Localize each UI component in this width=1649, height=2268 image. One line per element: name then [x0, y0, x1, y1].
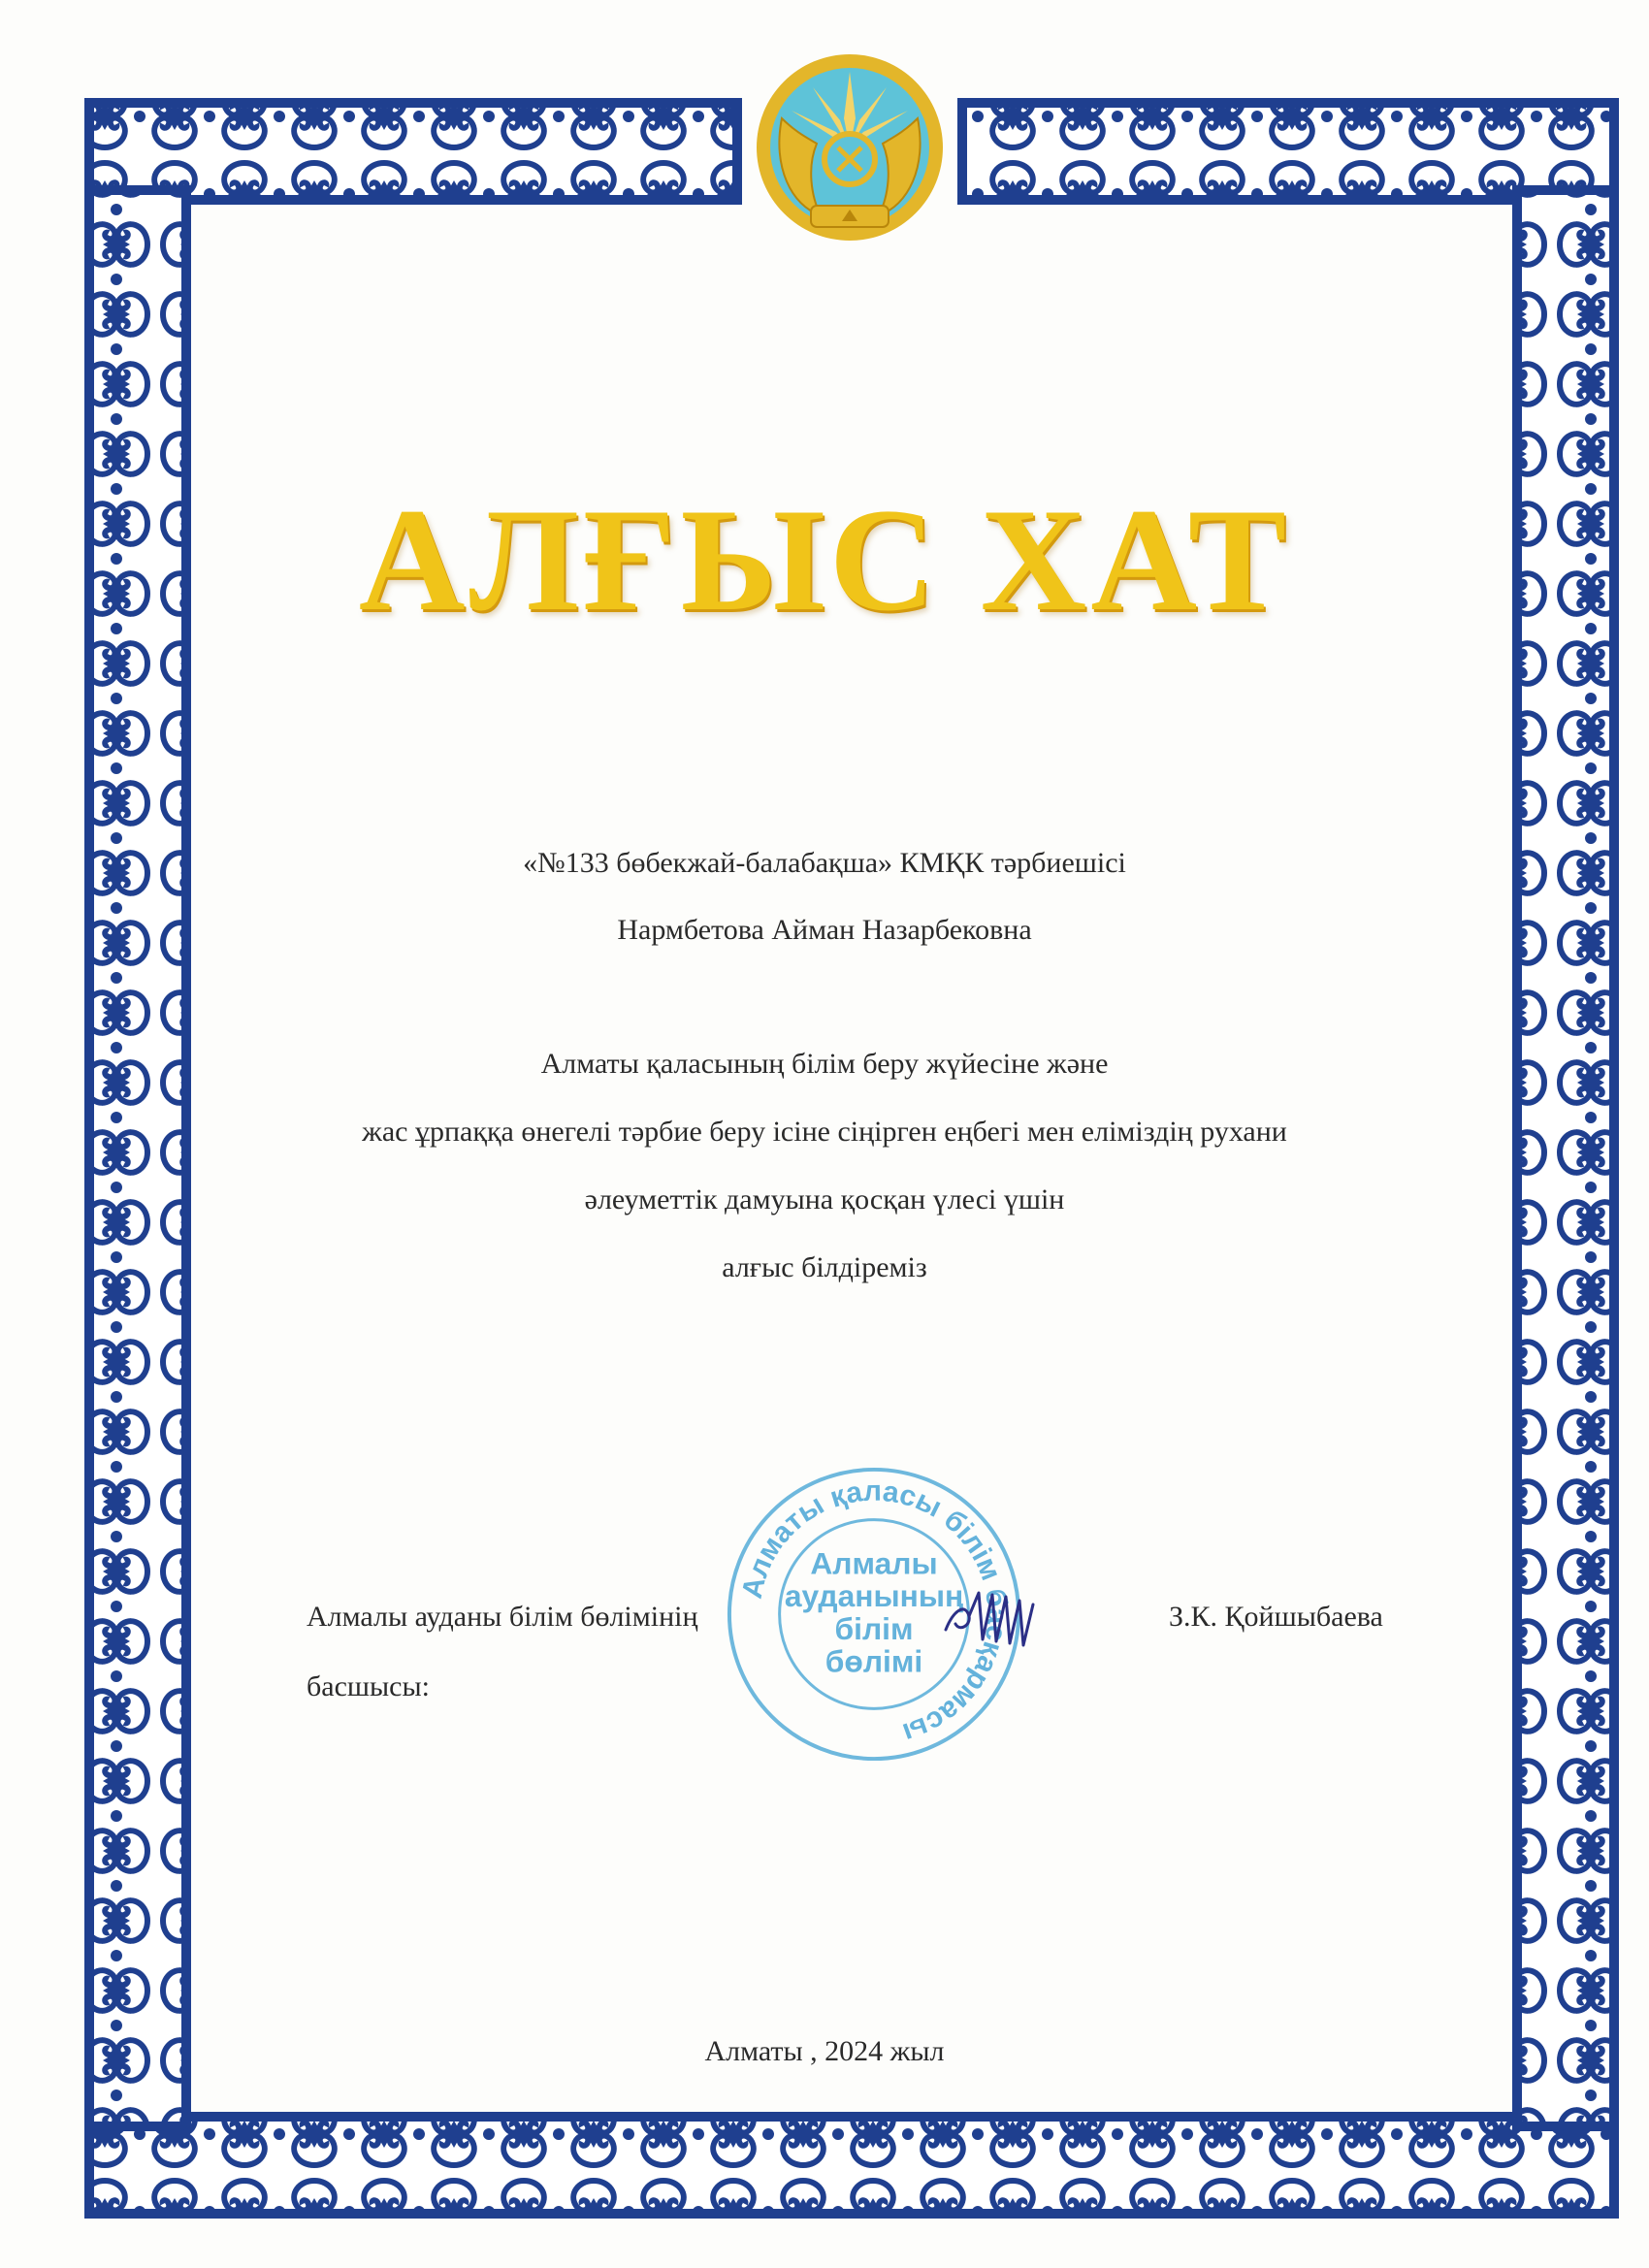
recipient-name: Нармбетова Айман Назарбековна [617, 914, 1032, 946]
citation-line-2: жас ұрпаққа өнегелі тәрбие беру ісіне сіңірген еңбегі мен еліміздің рухани [362, 1116, 1287, 1148]
citation-line-3: әлеуметтік дамуына қосқан үлесі үшін [584, 1183, 1065, 1215]
handwritten-signature-icon [936, 1581, 1052, 1659]
svg-text:ауданының: ауданының [784, 1578, 964, 1614]
signatory-name: З.К. Қойшыбаева [1169, 1601, 1383, 1633]
certificate-title: АЛҒЫС ХАТ [358, 478, 1291, 641]
svg-text:Алматы қаласы білім басқармасы: Алматы қаласы білім басқармасы [735, 1474, 1014, 1750]
signatory-position-line-1: Алмалы ауданы білім бөлімінің [307, 1601, 698, 1633]
svg-text:білім: білім [834, 1610, 914, 1646]
citation-line-1: Алматы қаласының білім беру жүйесіне және [540, 1048, 1109, 1080]
kazakhstan-state-emblem-icon [753, 50, 947, 244]
place-and-year: Алматы , 2024 жыл [704, 2035, 945, 2067]
recipient-organization: «№133 бөбекжай-балабақша» КМҚК тәрбиешісі [523, 847, 1126, 879]
citation-line-4: алғыс білдіреміз [722, 1251, 927, 1283]
svg-text:Алмалы: Алмалы [810, 1545, 938, 1581]
svg-text:бөлімі: бөлімі [824, 1643, 923, 1679]
signatory-position-line-2: басшысы: [307, 1670, 430, 1702]
